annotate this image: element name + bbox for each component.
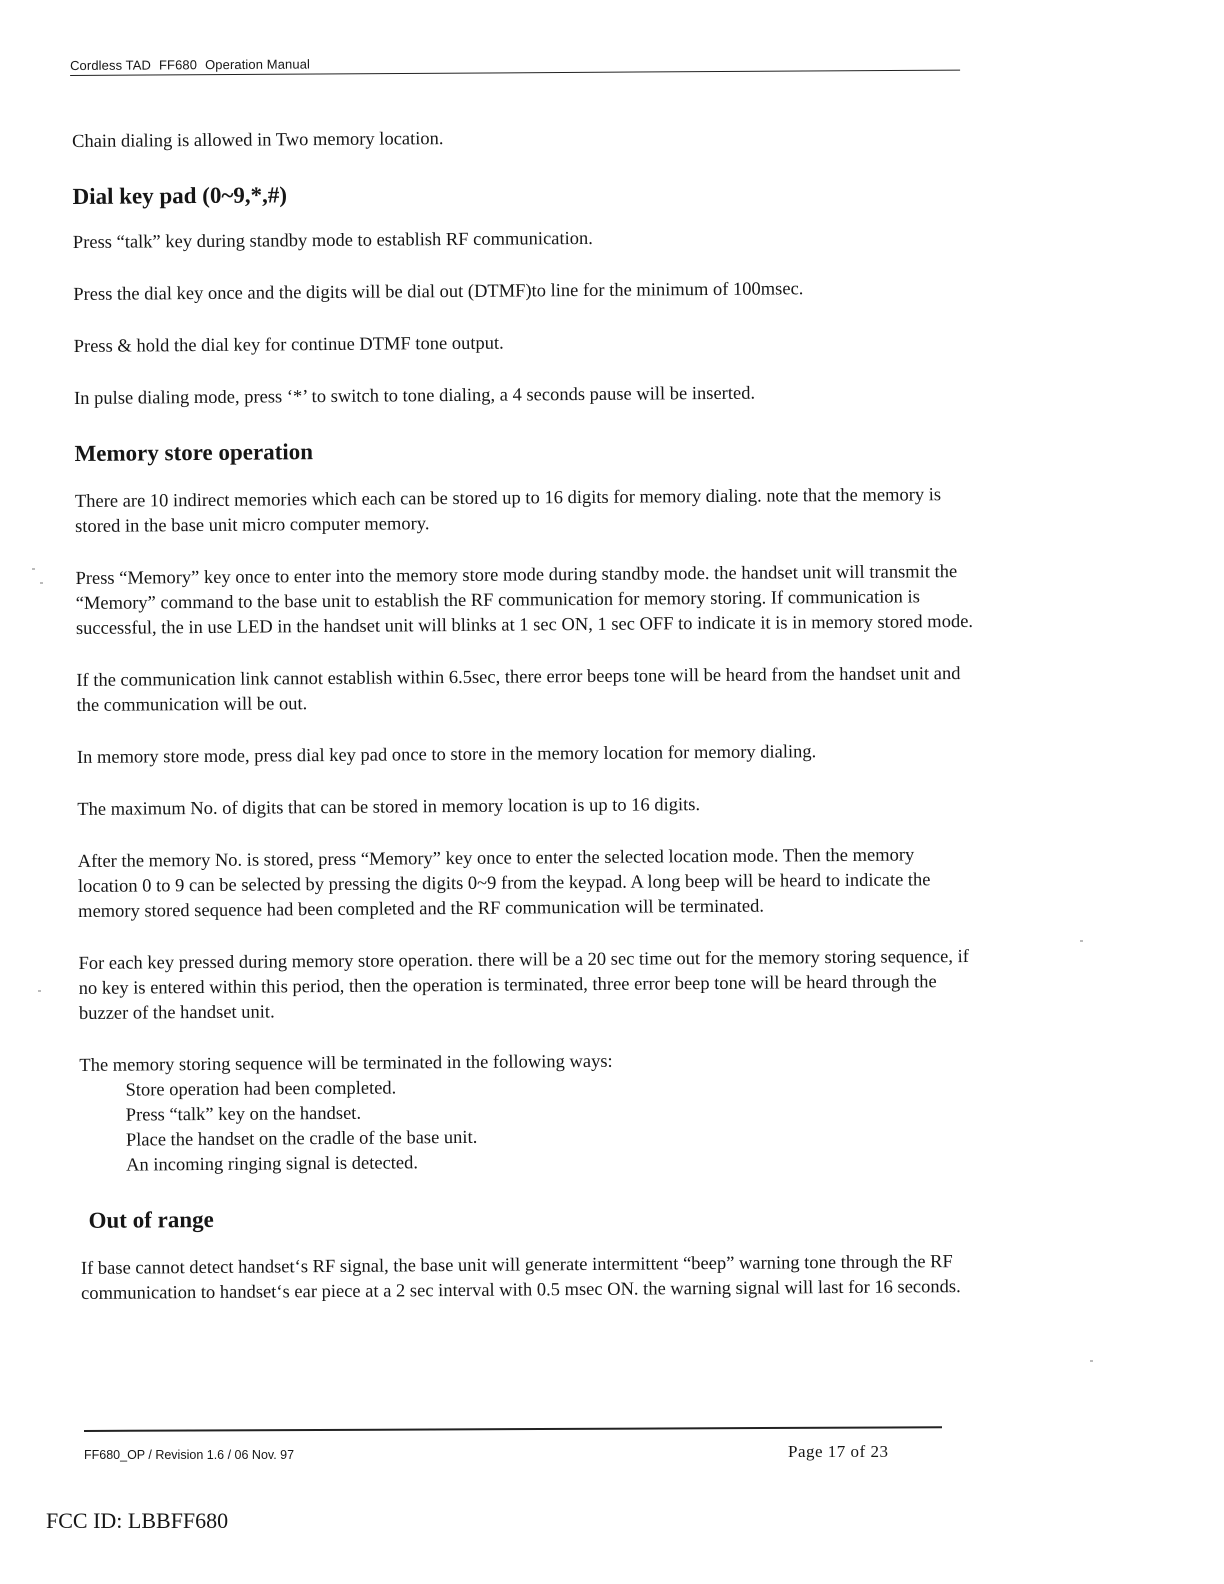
dial-paragraph-2: Press the dial key once and the digits will be dial out (DTMF)to line for the minimum of 100msec.: [73, 279, 804, 305]
memory-paragraph-7: For each key pressed during memory store operation. there will be a 20 sec time out for the memory storing sequence, if no key is entered within this period, then the operation is terminated, three error beep tone will be heard through the buzzer of the handset unit.: [78, 946, 969, 1024]
scan-speck: [32, 568, 35, 570]
header-product: Cordless TAD: [70, 57, 152, 73]
out-of-range-heading: Out of range: [88, 1206, 214, 1233]
list-item: Store operation had been completed.: [125, 1078, 397, 1101]
memory-paragraph-8: The memory storing sequence will be terminated in the following ways:: [79, 1051, 613, 1076]
list-item: Press “talk” key on the handset.: [125, 1103, 362, 1126]
footer-divider: [84, 1426, 942, 1432]
scan-speck: [40, 582, 43, 584]
header-model: FF680: [158, 57, 198, 73]
footer-page-number: Page 17 of 23: [788, 1442, 889, 1461]
scan-speck: [1090, 1360, 1093, 1362]
memory-store-heading: Memory store operation: [74, 439, 314, 466]
dial-paragraph-4: In pulse dialing mode, press ‘*’ to switch to tone dialing, a 4 seconds pause will be inserted.: [74, 383, 756, 409]
scan-speck: [1080, 940, 1083, 942]
list-item: An incoming ringing signal is detected.: [126, 1153, 419, 1176]
out-of-range-paragraph: If base cannot detect handset‘s RF signal, the base unit will generate intermittent “beep” warning tone through the RF communication to handset‘s ear piece at a 2 sec interval with 0.5 msec ON. the warning signal will last for 16 seconds.: [80, 1252, 961, 1304]
memory-paragraph-6: After the memory No. is stored, press “Memory” key once to enter the selected location mode. Then the memory location 0 to 9 can be selected by pressing the digits 0~9 from the keypad. A long beep will be heard to indicate the memory stored sequence had been completed and the RF communication will be terminated.: [77, 845, 931, 922]
scan-speck: [38, 990, 41, 992]
intro-paragraph: Chain dialing is allowed in Two memory location.: [72, 129, 444, 152]
dial-paragraph-3: Press & hold the dial key for continue DTMF tone output.: [73, 333, 504, 357]
footer-revision: FF680_OP / Revision 1.6 / 06 Nov. 97: [84, 1448, 295, 1462]
memory-paragraph-3: If the communication link cannot establish within 6.5sec, there error beeps tone will be heard from the handset unit and the communication will be out.: [76, 664, 961, 716]
memory-paragraph-4: In memory store mode, press dial key pad once to store in the memory location for memory dialing.: [76, 742, 817, 768]
memory-paragraph-1: There are 10 indirect memories which each can be stored up to 16 digits for memory dialing. note that the memory is stored in the base unit micro computer memory.: [74, 485, 942, 537]
dial-paragraph-1: Press “talk” key during standby mode to establish RF communication.: [72, 228, 593, 253]
header-doc-title: Operation Manual: [204, 56, 311, 73]
page-body: [72, 123, 981, 1307]
page-header: [70, 53, 960, 76]
dial-keypad-heading: Dial key pad (0~9,*,#): [72, 182, 288, 209]
fcc-id: FCC ID: LBBFF680: [46, 1508, 229, 1533]
termination-list: [125, 1072, 980, 1179]
memory-paragraph-2: Press “Memory” key once to enter into the memory store mode during standby mode. the handset unit will transmit the “Memory” command to the base unit to establish the RF communication for memory storing. If communication is successful, the in use LED in the handset unit will blinks at 1 sec ON, 1 sec OFF to indicate it is in memory stored mode.: [75, 562, 974, 639]
memory-paragraph-5: The maximum No. of digits that can be stored in memory location is up to 16 digits.: [77, 795, 701, 820]
list-item: Place the handset on the cradle of the base unit.: [125, 1127, 478, 1151]
